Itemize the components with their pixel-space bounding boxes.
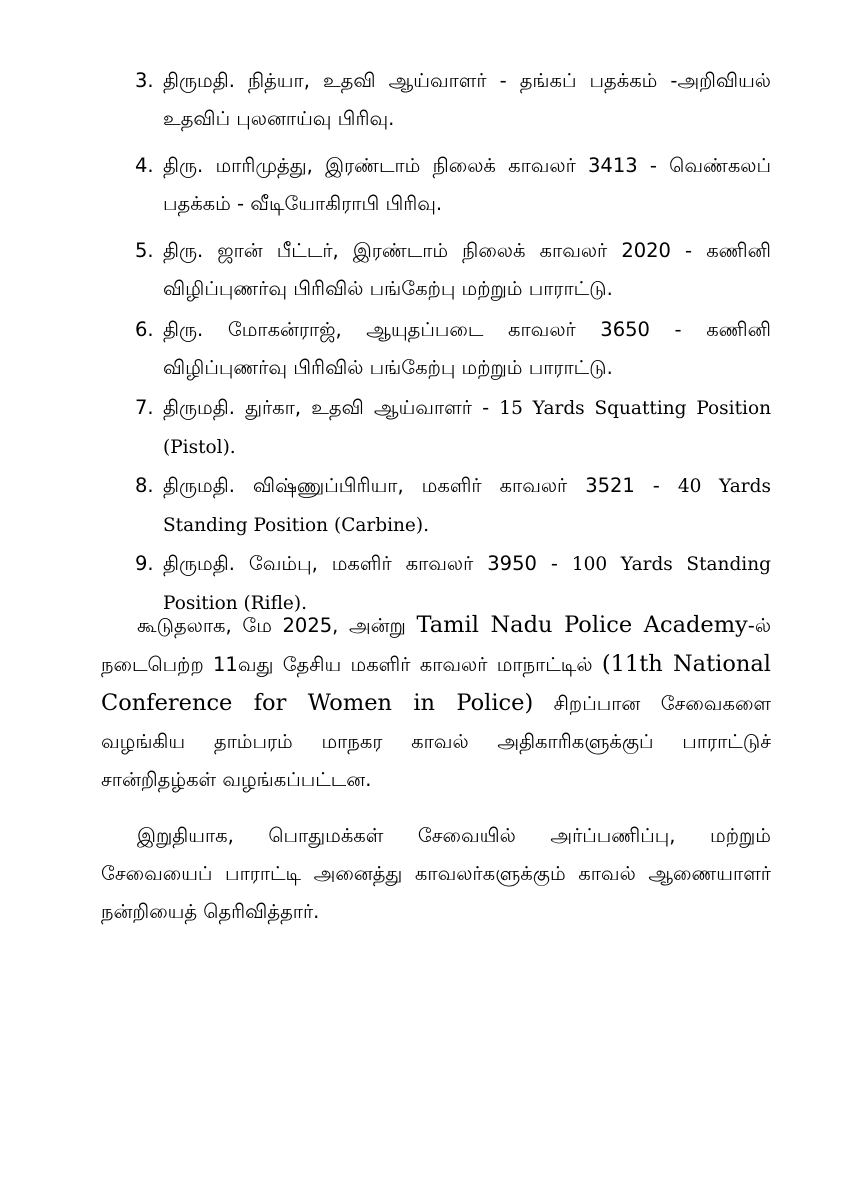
closing-paragraph xyxy=(101,817,771,931)
list-item-detail: 100 Yards Standing Position (Rifle). xyxy=(163,554,771,614)
list-item xyxy=(101,147,771,223)
list-item-number: 6. xyxy=(135,318,154,341)
list-item-text: திரு. மாரிமுத்து, இரண்டாம் நிலைக் காவலர் 3413 - வெண்கலப் பதக்கம் - வீடியோகிராபி பிரிவு. xyxy=(163,154,771,215)
paragraph-text: இறுதியாக, பொதுமக்கள் சேவையில் அர்ப்பணிப்பு, மற்றும் சேவையைப் பாராட்டி அனைத்து காவலர்களுக்கும் காவல் ஆணையாளர் நன்றியைத் தெரிவித்தார். xyxy=(101,824,771,923)
list-item-number: 5. xyxy=(135,239,154,262)
list-item-text: திருமதி. வேம்பு, மகளிர் காவலர் 3950 - xyxy=(163,552,572,575)
list-item xyxy=(101,232,771,308)
list-item-text: திரு. மோகன்ராஜ், ஆயுதப்படை காவலர் 3650 - கணினி விழிப்புணர்வு பிரிவில் பங்கேற்பு மற்றும் பாராட்டு. xyxy=(163,318,771,379)
list-item-text: திருமதி. விஷ்ணுப்பிரியா, மகளிர் காவலர் 3521 - xyxy=(163,474,678,497)
paragraph-text: சிறப்பான சேவைகளை வழங்கிய தாம்பரம் மாநகர காவல் அதிகாரிகளுக்குப் பாராட்டுச் சான்றிதழ்கள் வழங்கப்பட்டன. xyxy=(101,692,771,791)
list-item-text: திருமதி. நித்யா, உதவி ஆய்வாளர் - தங்கப் பதக்கம் -அறிவியல் உதவிப் புலனாய்வு பிரிவு. xyxy=(163,69,771,130)
academy-name: Tamil Nadu Police Academy xyxy=(416,612,748,638)
paragraph-text: கூடுதலாக, மே 2025, அன்று xyxy=(137,614,417,637)
list-item-text: திரு. ஜான் பீட்டர், இரண்டாம் நிலைக் காவலர் 2020 - கணினி விழிப்புணர்வு பிரிவில் பங்கேற்பு மற்றும் பாராட்டு. xyxy=(163,239,771,300)
list-item-number: 9. xyxy=(135,552,154,575)
list-item-number: 4. xyxy=(135,154,154,177)
list-item-detail: 15 Yards Squatting Position (Pistol). xyxy=(163,398,771,458)
list-item-number: 8. xyxy=(135,474,154,497)
list-item-detail: 40 Yards Standing Position (Carbine). xyxy=(163,476,771,536)
conference-name: (11th National Conference for Women in Police) xyxy=(101,651,771,716)
list-item xyxy=(101,467,771,545)
list-item xyxy=(101,311,771,387)
list-item-number: 7. xyxy=(135,396,154,419)
paragraph-text: -ல் நடைபெற்ற 11வது தேசிய மகளிர் காவலர் மாநாட்டில் xyxy=(101,614,772,676)
award-list xyxy=(101,62,771,623)
list-item-text: திருமதி. துர்கா, உதவி ஆய்வாளர் - xyxy=(163,396,500,419)
list-item xyxy=(101,389,771,467)
list-item xyxy=(101,62,771,138)
list-item-number: 3. xyxy=(135,69,154,92)
conference-paragraph xyxy=(101,606,771,799)
